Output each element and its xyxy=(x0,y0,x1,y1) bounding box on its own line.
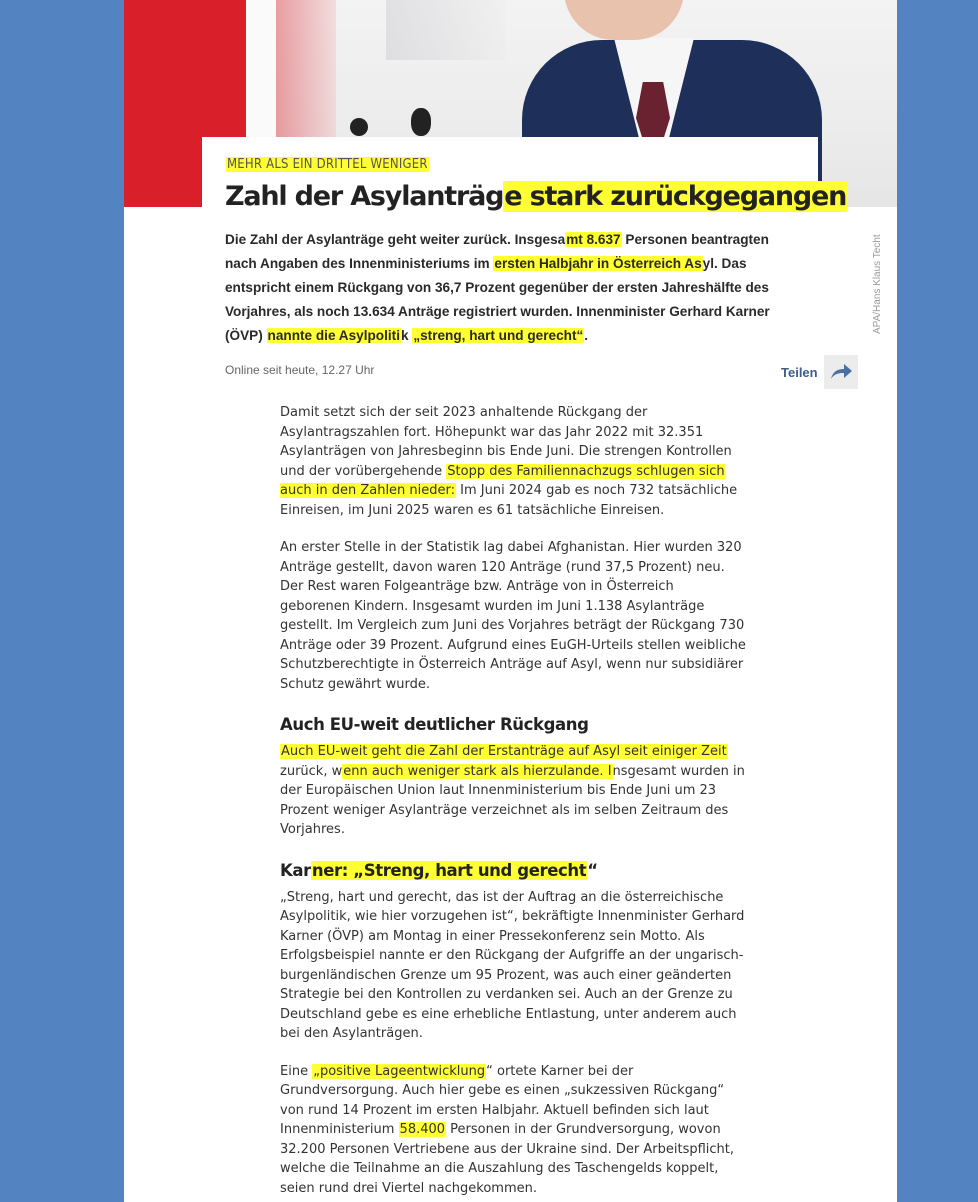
wall-logo xyxy=(386,0,506,60)
microphone xyxy=(350,118,368,136)
section-heading-eu: Auch EU-weit deutlicher Rückgang xyxy=(280,715,589,734)
article-page xyxy=(124,0,897,1202)
publish-time: Online seit heute, 12.27 Uhr xyxy=(225,363,375,377)
article-title: Zahl der Asylanträge stark zurückgegangen xyxy=(225,181,847,212)
article-kicker: MEHR ALS EIN DRITTEL WENIGER xyxy=(227,157,428,172)
article-body xyxy=(280,403,746,1202)
image-credit: APA/Hans Klaus Techt xyxy=(872,234,883,334)
article-lead: Die Zahl der Asylanträge geht weiter zurück. Insgesamt 8.637 Personen beantragten nach Angaben des Innenministeriums im ersten Halbjahr in Österreich Asyl. Das entspricht einem Rückgang von 36,7 Prozent gegenüber der ersten Jahreshälfte des Vorjahres, als noch 13.634 Anträge registriert wurden. Innenminister Gerhard Karner (ÖVP) nannte die Asylpolitik „streng, hart und gerecht“. xyxy=(225,232,770,343)
person-face xyxy=(564,0,684,40)
paragraph: Damit setzt sich der seit 2023 anhaltende Rückgang der Asylantragszahlen fort. Höhepunkt war das Jahr 2022 mit 32.351 Asylanträgen von Jahresbeginn bis Ende Juni. Die strengen Kontrollen und der vorübergehende Stopp des Familiennachzugs schlugen sich auch in den Zahlen nieder: Im Juni 2024 gab es noch 732 tatsächliche Einreisen, im Juni 2025 waren es 61 tatsächliche Einreisen. xyxy=(280,405,738,518)
share-label[interactable]: Teilen xyxy=(781,364,818,380)
paragraph: Auch EU-weit geht die Zahl der Erstanträge auf Asyl seit einiger Zeit zurück, wenn auch weniger stark als hierzulande. Insgesamt wurden in der Europäischen Union laut Innenministerium bis Ende Juni um 23 Prozent weniger Asylanträge verzeichnet als im selben Zeitraum des Vorjahres. xyxy=(280,744,745,837)
microphone xyxy=(411,108,431,136)
section-heading-karner: Karner: „Streng, hart und gerecht“ xyxy=(280,860,598,880)
share-arrow-icon[interactable] xyxy=(824,355,858,389)
paragraph: Eine „positive Lageentwicklung“ ortete Karner bei der Grundversorgung. Auch hier gebe es einen „sukzessiven Rückgang“ von rund 14 Prozent im ersten Halbjahr. Aktuell befinden sich laut Innenministerium 58.400 Personen in der Grundversorgung, wovon 32.200 Personen Vertriebene aus der Ukraine sind. Der Arbeitspflicht, welche die Teilnahme an die Auszahlung des Taschengelds koppelt, seien rund drei Viertel nachgekommen. xyxy=(280,1063,735,1196)
paragraph: An erster Stelle in der Statistik lag dabei Afghanistan. Hier wurden 320 Anträge gestellt, davon waren 120 Anträge (rund 37,5 Prozent) neu. Der Rest waren Folgeanträge bzw. Anträge von in Österreich geborenen Kindern. Insgesamt wurden im Juni 1.138 Asylanträge gestellt. Im Vergleich zum Juni des Vorjahres beträgt der Rückgang 730 Anträge oder 39 Prozent. Aufgrund eines EuGH-Urteils stellen weibliche Schutzberechtigte in Österreich Anträge auf Asyl, wenn nur subsidiärer Schutz gewährt wurde. xyxy=(280,540,746,692)
share-button[interactable] xyxy=(781,355,858,389)
paragraph: „Streng, hart und gerecht, das ist der Auftrag an die österreichische Asylpolitik, wie hier vorzugehen ist“, bekräftigte Innenminister Gerhard Karner (ÖVP) am Montag in einer Pressekonferenz sein Motto. Als Erfolgsbeispiel nannte er den Rückgang der Aufgriffe an der ungarisch-burgenländischen Grenze um 95 Prozent, was auch einer geänderten Strategie bei den Kontrollen zu verdanken sei. Auch an der Grenze zu Deutschland gebe es eine erhebliche Entlastung, unter anderem auch bei den Asylanträgen. xyxy=(280,889,745,1041)
